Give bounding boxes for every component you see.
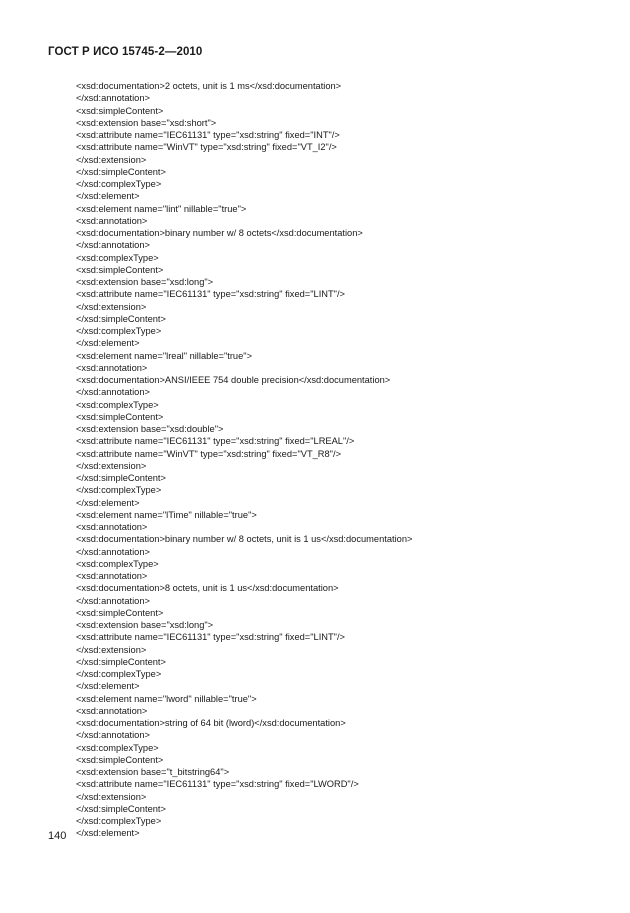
code-line: </xsd:annotation>	[76, 595, 150, 606]
code-line: <xsd:attribute name="WinVT" type="xsd:string" fixed="VT_R8"/>	[76, 448, 341, 459]
code-line: <xsd:documentation>2 octets, unit is 1 ms</xsd:documentation>	[76, 81, 342, 91]
code-line: <xsd:documentation>8 octets, unit is 1 us</xsd:documentation>	[76, 583, 339, 594]
code-line: <xsd:attribute name="IEC61131" type="xsd:string" fixed="LWORD"/>	[76, 779, 359, 790]
code-line: <xsd:complexType>	[76, 558, 159, 569]
code-line: <xsd:extension base="t_bitstring64">	[76, 767, 230, 777]
code-line: <xsd:element name="lreal" nillable="true">	[76, 350, 252, 361]
code-line: <xsd:attribute name="IEC61131" type="xsd:string" fixed="INT"/>	[76, 130, 340, 140]
code-line: </xsd:element>	[76, 338, 140, 349]
code-line: <xsd:simpleContent>	[76, 411, 164, 422]
code-line: </xsd:annotation>	[76, 387, 150, 398]
code-line: </xsd:complexType>	[76, 485, 162, 496]
code-line: </xsd:element>	[76, 191, 140, 202]
code-line: </xsd:simpleContent>	[76, 803, 166, 814]
code-line: <xsd:simpleContent>	[76, 105, 164, 116]
code-line: <xsd:extension base="xsd:long">	[76, 620, 214, 630]
code-line: </xsd:simpleContent>	[76, 473, 166, 483]
code-line: <xsd:complexType>	[76, 252, 159, 263]
code-line: </xsd:complexType>	[76, 669, 162, 679]
code-line: <xsd:attribute name="WinVT" type="xsd:string" fixed="VT_I2"/>	[76, 142, 337, 153]
code-line: <xsd:documentation>binary number w/ 8 octets, unit is 1 us</xsd:documentation>	[76, 534, 413, 545]
code-line: <xsd:simpleContent>	[76, 264, 164, 275]
code-line: </xsd:complexType>	[76, 179, 162, 189]
code-line: </xsd:complexType>	[76, 816, 162, 826]
code-line: <xsd:complexType>	[76, 742, 159, 753]
page-number: 140	[48, 830, 67, 842]
code-line: </xsd:annotation>	[76, 93, 150, 104]
code-line: <xsd:documentation>ANSI/IEEE 754 double precision</xsd:documentation>	[76, 375, 391, 385]
page-header: ГОСТ Р ИСО 15745-2—2010	[48, 46, 203, 58]
code-line: <xsd:annotation>	[76, 705, 148, 716]
code-line: <xsd:attribute name="IEC61131" type="xsd:string" fixed="LINT"/>	[76, 289, 345, 300]
code-line: <xsd:extension base="xsd:short">	[76, 117, 217, 128]
code-line: </xsd:simpleContent>	[76, 656, 166, 667]
code-line: </xsd:element>	[76, 828, 140, 839]
code-line: </xsd:annotation>	[76, 240, 150, 251]
code-line: </xsd:element>	[76, 497, 140, 508]
code-line: <xsd:element name="lword" nillable="true">	[76, 693, 257, 704]
code-line: <xsd:extension base="xsd:long">	[76, 277, 214, 287]
code-line: </xsd:extension>	[76, 791, 147, 802]
code-line: </xsd:extension>	[76, 460, 147, 471]
code-line: </xsd:annotation>	[76, 546, 150, 557]
code-line: </xsd:element>	[76, 681, 140, 692]
code-line: </xsd:simpleContent>	[76, 166, 166, 177]
code-line: <xsd:simpleContent>	[76, 607, 164, 618]
code-line: </xsd:extension>	[76, 644, 147, 655]
code-line: <xsd:documentation>string of 64 bit (lword)</xsd:documentation>	[76, 718, 346, 728]
code-line: </xsd:extension>	[76, 301, 147, 312]
code-line: <xsd:annotation>	[76, 215, 148, 226]
xsd-code-listing	[76, 80, 606, 840]
code-line: <xsd:complexType>	[76, 399, 159, 410]
code-line: <xsd:extension base="xsd:double">	[76, 424, 224, 434]
code-line: </xsd:complexType>	[76, 326, 162, 336]
code-line: <xsd:documentation>binary number w/ 8 octets</xsd:documentation>	[76, 228, 363, 238]
code-line: </xsd:extension>	[76, 154, 147, 165]
code-line: </xsd:simpleContent>	[76, 313, 166, 324]
code-line: <xsd:attribute name="IEC61131" type="xsd:string" fixed="LINT"/>	[76, 632, 345, 643]
code-line: <xsd:simpleContent>	[76, 754, 164, 765]
code-line: <xsd:annotation>	[76, 571, 148, 581]
code-line: <xsd:annotation>	[76, 522, 148, 532]
code-line: <xsd:element name="lTime" nillable="true">	[76, 509, 257, 520]
code-line: <xsd:annotation>	[76, 362, 148, 373]
code-line: <xsd:attribute name="IEC61131" type="xsd:string" fixed="LREAL"/>	[76, 436, 355, 447]
code-line: <xsd:element name="lint" nillable="true">	[76, 203, 247, 214]
code-line: </xsd:annotation>	[76, 730, 150, 741]
